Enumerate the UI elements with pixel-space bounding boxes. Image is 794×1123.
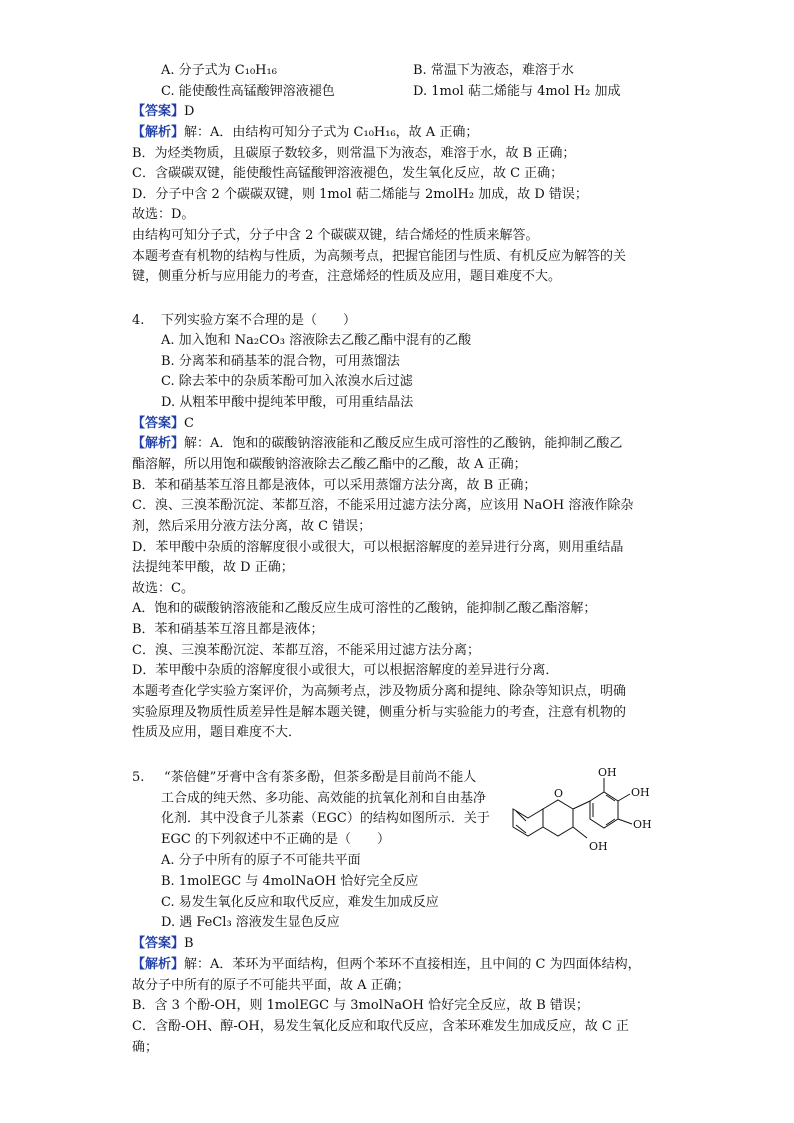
q5-option-a: A. 分子中所有的原子不可能共平面 xyxy=(161,853,361,868)
q4-analysis-line: 酯溶解，所以用饱和碳酸钠溶液除去乙酸乙酯中的乙酸，故 A 正确； xyxy=(132,457,527,472)
q5-stem-line: EGC 的下列叙述中不正确的是（ ） xyxy=(161,832,390,847)
q4-option-b: B. 分离苯和硝基苯的混合物，可用蒸馏法 xyxy=(161,354,400,369)
q5-option-b: B. 1molEGC 与 4molNaOH 恰好完全反应 xyxy=(161,874,419,889)
q5-stem-line: 工合成的纯天然、多功能、高效能的抗氧化剂和自由基净 xyxy=(161,791,487,806)
q4-analysis-line: D．苯甲酸中杂质的溶解度很小或很大，可以根据溶解度的差异进行分离． xyxy=(132,663,559,678)
q4-number: 4. xyxy=(132,313,145,328)
q4-analysis-line: 故选：C。 xyxy=(132,581,194,596)
oh-label: OH xyxy=(598,766,617,779)
q5-analysis-row xyxy=(132,957,641,973)
analysis-tag: 【解析】 xyxy=(132,957,185,972)
q3-option-d: D. 1mol 萜二烯能与 4mol H₂ 加成 xyxy=(413,84,621,99)
q3-option-a: A. 分子式为 C₁₀H₁₆ xyxy=(161,63,277,78)
oh-label: OH xyxy=(589,840,608,853)
answer-tag: 【答案】 xyxy=(132,936,185,951)
q4-analysis-line: B．苯和硝基苯互溶且都是液体，可以采用蒸馏方法分离，故 B 正确； xyxy=(132,478,537,493)
answer-tag: 【答案】 xyxy=(132,416,185,431)
q4-analysis-line: 性质及应用，题目难度不大． xyxy=(132,725,302,740)
q5-number: 5. xyxy=(132,770,145,785)
q4-analysis-line: A．饱和的碳酸钠溶液能和乙酸反应生成可溶性的乙酸钠，能抑制乙酸乙酯溶解； xyxy=(132,601,597,616)
egc-structure-diagram xyxy=(512,766,672,874)
q3-answer-row xyxy=(132,104,194,120)
q3-analysis-row xyxy=(132,125,478,141)
q4-analysis-line: C．溴、三溴苯酚沉淀、苯都互溶，不能采用过滤方法分离； xyxy=(132,643,480,658)
q5-analysis-line: 故分子中所有的原子不可能共平面，故 A 正确； xyxy=(132,978,410,993)
q3-analysis-line: D．分子中含 2 个碳碳双键，则 1mol 萜二烯能与 2molH₂ 加成，故 D 错误； xyxy=(132,187,588,202)
q4-option-d: D. 从粗苯甲酸中提纯苯甲酸，可用重结晶法 xyxy=(161,395,414,410)
q4-option-a: A. 加入饱和 Na₂CO₃ 溶液除去乙酸乙酯中混有的乙酸 xyxy=(161,333,472,348)
ring-oxygen-label: O xyxy=(554,787,564,800)
oh-label: OH xyxy=(631,786,650,799)
q5-stem-line: “茶倍健”牙膏中含有茶多酚，但茶多酚是目前尚不能人 xyxy=(164,770,477,785)
answer-tag: 【答案】 xyxy=(132,104,185,119)
q3-analysis-line: 本题考查有机物的结构与性质，为高频考点，把握官能团与性质、有机反应为解答的关 xyxy=(132,249,627,264)
q3-analysis-line: 故选：D。 xyxy=(132,207,195,222)
q5-analysis-line: 解：A．苯环为平面结构，但两个苯环不直接相连，且中间的 C 为四面体结构， xyxy=(184,957,641,972)
q4-analysis-line: 实验原理及物质性质差异性是解本题关键，侧重分析与实验能力的考查，注意有机物的 xyxy=(132,705,627,720)
q3-analysis-line: C．含碳碳双键，能使酸性高锰酸钾溶液褪色，发生氧化反应，故 C 正确； xyxy=(132,166,564,181)
q4-analysis-line: 法提纯苯甲酸，故 D 正确； xyxy=(132,560,294,575)
analysis-tag: 【解析】 xyxy=(132,125,185,140)
q5-analysis-line: 确； xyxy=(132,1040,159,1055)
q4-analysis-line: C．溴、三溴苯酚沉淀、苯都互溶，不能采用过滤方法分离，应该用 NaOH 溶液作除杂 xyxy=(132,498,634,513)
q5-analysis-line: B．含 3 个酚-OH，则 1molEGC 与 3molNaOH 恰好完全反应，故 B 错误； xyxy=(132,998,589,1013)
phenyl-ring xyxy=(590,792,618,828)
q5-option-c: C. 易发生氧化反应和取代反应，难发生加成反应 xyxy=(161,895,439,910)
q5-stem-line: 化剂．其中没食子儿茶素（EGC）的结构如图所示．关于 xyxy=(161,811,490,826)
q3-analysis-line: 键，侧重分析与应用能力的考查，注意烯烃的性质及应用，题目难度不大。 xyxy=(132,269,562,284)
q4-analysis-line: D．苯甲酸中杂质的溶解度很小或很大，可以根据溶解度的差异进行分离，则用重结晶 xyxy=(132,540,624,555)
q4-stem: 下列实验方案不合理的是（ ） xyxy=(161,313,357,328)
q4-answer: C xyxy=(184,416,194,431)
q3-analysis-line: 解：A．由结构可知分子式为 C₁₀H₁₆，故 A 正确； xyxy=(184,125,479,140)
q5-option-d: D. 遇 FeCl₃ 溶液发生显色反应 xyxy=(161,915,340,930)
q3-option-c: C. 能使酸性高锰酸钾溶液褪色 xyxy=(161,84,335,99)
q4-analysis-line: 剂，然后采用分液方法分离，故 C 错误； xyxy=(132,519,372,534)
q3-analysis-line: B．为烃类物质，且碳原子数较多，则常温下为液态，难溶于水，故 B 正确； xyxy=(132,146,576,161)
q5-analysis-line: C．含酚-OH、醇-OH，易发生氧化反应和取代反应，含苯环难发生加成反应，故 C 正 xyxy=(132,1019,629,1034)
q3-analysis-line: 由结构可知分子式，分子中含 2 个碳碳双键，结合烯烃的性质来解答。 xyxy=(132,228,539,243)
q4-option-c: C. 除去苯中的杂质苯酚可加入浓溴水后过滤 xyxy=(161,374,413,389)
q3-answer: D xyxy=(184,104,195,119)
q5-answer-row xyxy=(132,936,194,952)
q5-answer: B xyxy=(184,936,194,951)
oh-label: OH xyxy=(633,818,652,831)
q3-option-b: B. 常温下为液态，难溶于水 xyxy=(413,63,574,78)
pyran-ring xyxy=(543,800,573,836)
q4-analysis-line: B．苯和硝基苯互溶且都是液体； xyxy=(132,622,324,637)
analysis-tag: 【解析】 xyxy=(132,436,185,451)
q4-answer-row xyxy=(132,416,194,432)
q4-analysis-row xyxy=(132,436,622,452)
q4-analysis-line: 解：A．饱和的碳酸钠溶液能和乙酸反应生成可溶性的乙酸钠，能抑制乙酸乙 xyxy=(184,436,623,451)
q4-analysis-line: 本题考查化学实验方案评价，为高频考点，涉及物质分离和提纯、除杂等知识点，明确 xyxy=(132,684,627,699)
